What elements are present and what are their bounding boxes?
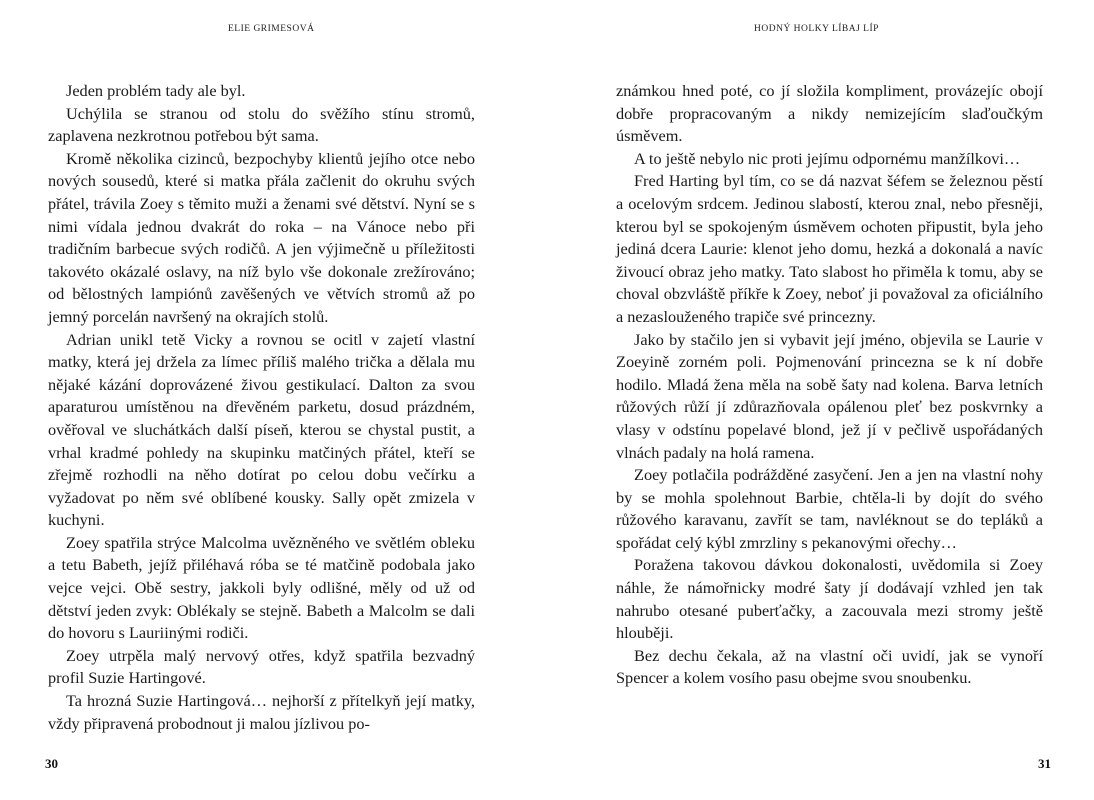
paragraph: Uchýlila se stranou od stolu do svěžího stínu stromů, zaplavena nezkrotnou potřebou být sama. — [48, 103, 475, 146]
paragraph: Jako by stačilo jen si vybavit její jméno, objevila se Laurie v Zoeyině zorném poli. Pojmenování princezna se k ní dobře hodilo. Mladá žena měla na sobě šaty nad kolena. Barva letních růžových růží jí zdůrazňovala opálenou pleť bez poskvrnky a vlasy v odstínu popelavé blond, jež jí v pečlivě uspořádaných vlnách padaly na holá ramena. — [616, 329, 1043, 462]
paragraph: Fred Harting byl tím, co se dá nazvat šéfem se železnou pěstí a ocelovým srdcem. Jedinou slabostí, kterou znal, nebo přesněji, kterou byl se spokojeným úsměvem ochoten připustit, byla jeho jediná dcera Laurie: klenot jeho domu, hezká a dokonalá a navíc živoucí obraz jeho matky. Tato slabost ho přiměla k tomu, aby se choval obzvláště příkře k Zoey, neboť ji považoval za oficiálního a nezaslouženého trapiče své princezny. — [616, 171, 1043, 326]
paragraph-continuation: známkou hned poté, co jí složila kompliment, provázejíc obojí dobře propracovaným a nikdy nemizejícím slaďoučkým úsměvem. — [616, 81, 1043, 146]
running-head-title: HODNÝ HOLKY LÍBAJ LÍP — [754, 24, 879, 34]
paragraph: Ta hrozná Suzie Hartingová… nejhorší z přítelkyň její matky, vždy připravená probodnout ji malou jízlivou po- — [48, 691, 475, 733]
paragraph: Zoey spatřila strýce Malcolma uvězněného ve světlém obleku a tetu Babeth, jejíž přiléhavá róba se té matčině podobala jako vejce vejci. Obě sestry, jakkoli byly odlišné, měly od už od dětství jeden zvyk: Oblékaly se stejně. Babeth a Malcolm se dali do hovoru s Lauriinými rodiči. — [48, 532, 475, 643]
paragraph: Poražena takovou dávkou dokonalosti, uvědomila si Zoey náhle, že námořnicky modré šaty jí dodávají vzhled jen tak nahrubo otesané puberťačky, a zacouvala mezi stromy ještě hlouběji. — [616, 555, 1043, 643]
left-page-text — [48, 80, 475, 735]
paragraph: Zoey utrpěla malý nervový otřes, když spatřila bezvadný profil Suzie Hartingové. — [48, 645, 475, 688]
paragraph: A to ještě nebylo nic proti jejímu odpornému manžílkovi… — [634, 148, 1021, 168]
right-page — [547, 0, 1094, 800]
paragraph: Bez dechu čekala, až na vlastní oči uvidí, jak se vynoří Spencer a kolem vosího pasu obejme svou snoubenku. — [616, 645, 1043, 688]
page-number: 31 — [1038, 756, 1051, 771]
right-page-text — [616, 80, 1043, 690]
page-number: 30 — [45, 756, 58, 771]
running-head-author: ELIE GRIMESOVÁ — [228, 24, 315, 34]
paragraph: Zoey potlačila podrážděné zasyčení. Jen a jen na vlastní nohy by se mohla spolehnout Barbie, chtěla-li by dojít do svého růžového karavanu, zavřít se tam, navléknout se do tepláků a spořádat celý kýbl zmrzliny s pekanovými ořechy… — [616, 465, 1043, 552]
paragraph: Adrian unikl tetě Vicky a rovnou se ocitl v zajetí vlastní matky, která jej držela za límec příliš malého trička a dělala mu nějaké kázání doprovázené živou gestikulací. Dalton za svou aparaturou umístěnou na dřevěném parketu, dosud prázdném, ověřoval ve sluchátkách další píseň, kterou se chystal pustit, a vrhal kradmé pohledy na skupinku matčiných přátel, kteří se zřejmě rozhodli na něho dotírat po celou dobu večírku a vyžadovat po něm své oblíbené kousky. Sally opět zmizela v kuchyni. — [48, 329, 475, 530]
paragraph: Kromě několika cizinců, bezpochyby klientů jejího otce nebo nových sousedů, které si matka přála začlenit do okruhu svých přátel, trávila Zoey s těmito muži a ženami své dětství. Nyní se s nimi vídala jednou dvakrát do roka – na Vánoce nebo při tradičním barbecue svých rodičů. A jen výjimečně u příležitosti takovéto okázalé oslavy, na níž bylo vše dokonale zrežírováno; od bělostných lampiónů zavěšených ve větvích stromů až po jemný porcelán navršený na okrajích stolů. — [48, 148, 475, 326]
paragraph: Jeden problém tady ale byl. — [66, 81, 246, 100]
